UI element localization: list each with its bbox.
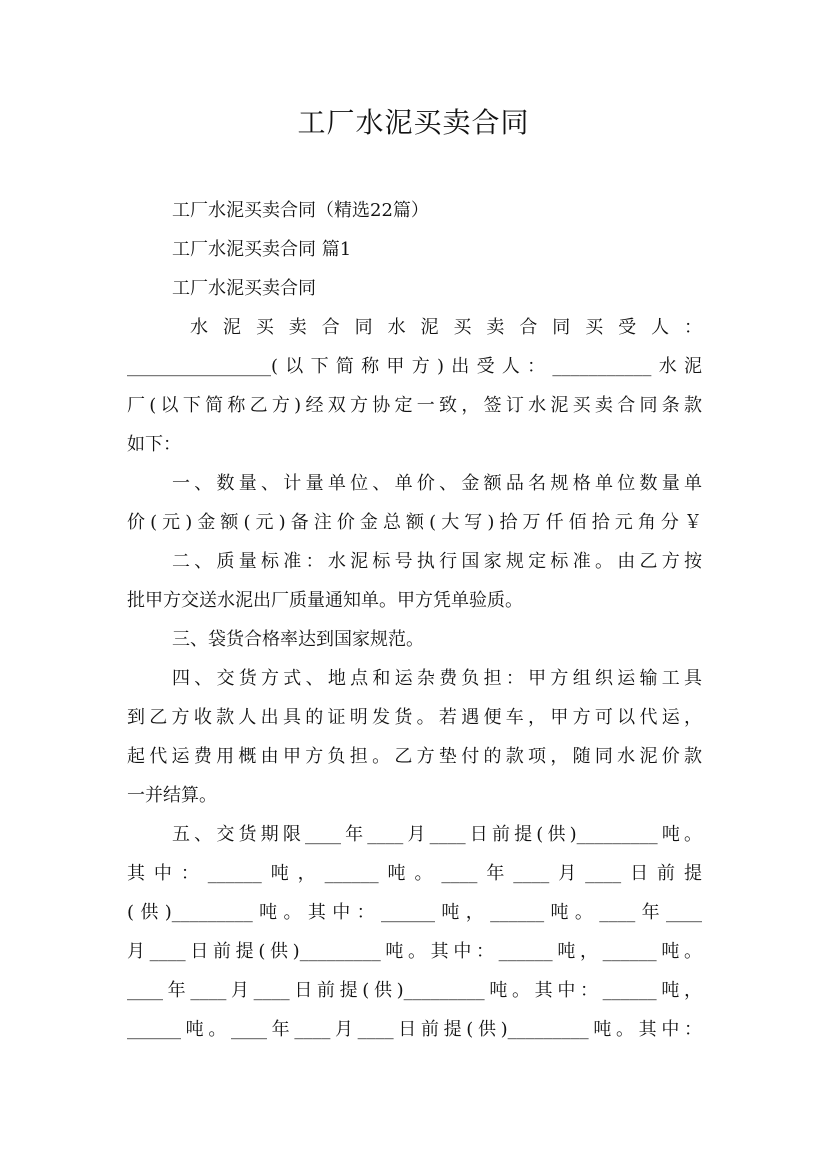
doc-line: 二、质量标准：水泥标号执行国家规定标准。由乙方按	[172, 551, 702, 572]
doc-line-heading: 工厂水泥买卖合同（精选22篇）	[172, 200, 429, 221]
doc-line: 一并结算。	[127, 785, 217, 806]
doc-line-contract-name: 工厂水泥买卖合同	[172, 278, 316, 299]
doc-line: 三、袋货合格率达到国家规范。	[172, 629, 424, 650]
doc-line: 批甲方交送水泥出厂质量通知单。甲方凭单验质。	[127, 590, 523, 611]
doc-line: 价(元)金额(元)备注价金总额(大写)拾万仟佰拾元角分￥	[127, 512, 702, 533]
doc-line: 其中：______吨，______吨。____年____月____日前提	[127, 863, 702, 884]
doc-line: 五、交货期限____年____月____日前提(供)_________吨。	[172, 824, 702, 845]
document-title: 工厂水泥买卖合同	[297, 106, 530, 139]
doc-line: 四、交货方式、地点和运杂费负担：甲方组织运输工具	[172, 668, 702, 689]
doc-line: (供)_________吨。其中：______吨，______吨。____年____	[127, 902, 702, 923]
doc-line: 月____日前提(供)_________吨。其中：______吨，______吨。	[127, 941, 702, 962]
doc-line: ________________(以下简称甲方)出受人：___________水泥	[127, 356, 702, 377]
doc-line: 起代运费用概由甲方负担。乙方垫付的款项，随同水泥价款	[127, 746, 702, 767]
doc-line: ____年____月____日前提(供)_________吨。其中：______吨，	[127, 980, 702, 1001]
doc-line: 如下：	[127, 434, 181, 455]
doc-line: 到乙方收款人出具的证明发货。若遇便车，甲方可以代运，	[127, 707, 702, 728]
doc-line: 水 泥 买 卖 合 同 水 泥 买 卖 合 同 买 受 人 ：	[190, 317, 702, 338]
doc-line-subheading: 工厂水泥买卖合同 篇1	[172, 239, 352, 260]
doc-line: ______吨。____年____月____日前提(供)_________吨。其中：	[127, 1019, 702, 1040]
doc-line: 一、数量、计量单位、单价、金额品名规格单位数量单	[172, 473, 702, 494]
doc-line: 厂(以下简称乙方)经双方协定一致，签订水泥买卖合同条款	[127, 395, 702, 416]
